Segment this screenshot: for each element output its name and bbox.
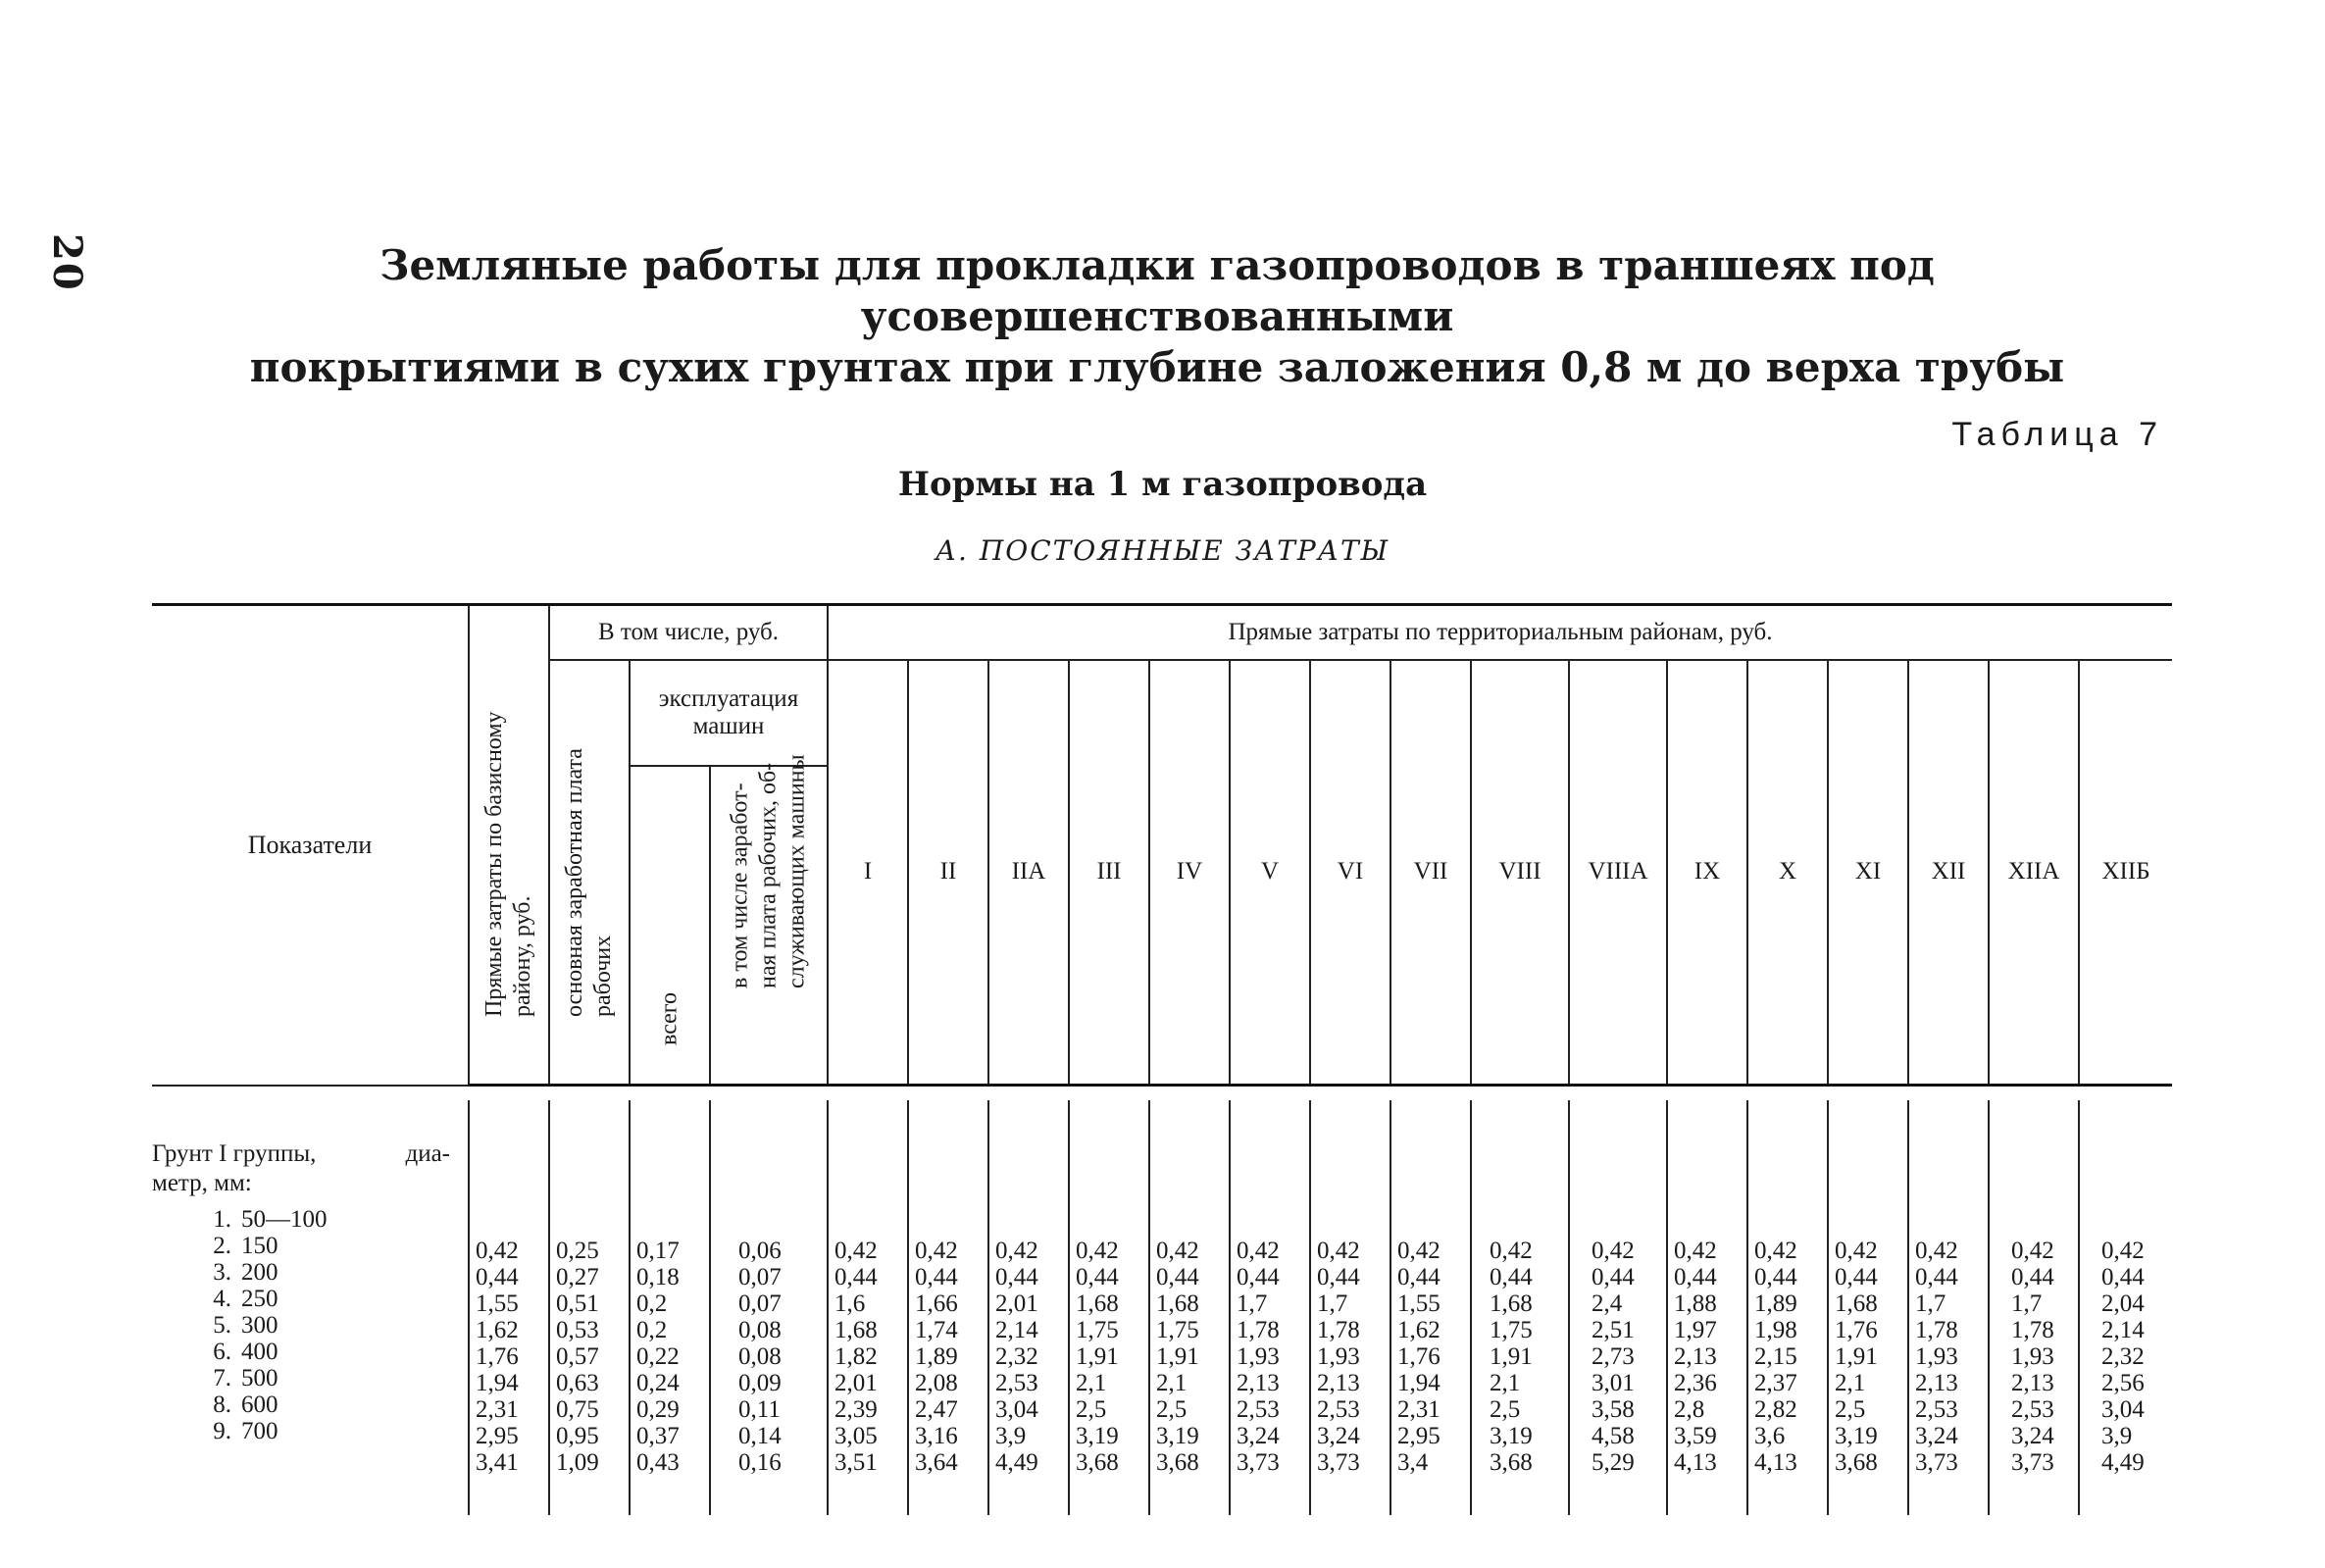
diameter-item [206, 1365, 468, 1391]
table-subtitle: Нормы на 1 м газопровода [897, 465, 1428, 504]
value-cell: 0,51 [556, 1290, 599, 1317]
value-cell: 0,63 [556, 1370, 599, 1396]
value-cell: 1,94 [476, 1370, 519, 1396]
value-cell: 3,19 [1156, 1423, 1199, 1449]
header-machines-wage: в том числе заработ- ная плата рабочих, об- служивающих машины [710, 766, 828, 1086]
value-cell: 3,24 [1237, 1423, 1280, 1449]
diameter-item-label: 50—100 [241, 1206, 328, 1233]
value-cell: 0,44 [1754, 1264, 1797, 1290]
value-cell: 3,68 [1490, 1449, 1533, 1476]
value-cell: 3,24 [1915, 1423, 1958, 1449]
value-cell: 2,56 [2101, 1370, 2145, 1396]
value-cell: 2,95 [1397, 1423, 1440, 1449]
value-cell: 3,68 [1835, 1449, 1878, 1476]
value-cell: 3,68 [1156, 1449, 1199, 1476]
value-cell: 0,27 [556, 1264, 599, 1290]
header-base-cost: Прямые затраты по базисному району, руб. [469, 605, 549, 1086]
value-cell: 1,62 [476, 1317, 519, 1343]
value-cell: 1,93 [2011, 1343, 2054, 1370]
header-region-XII: XII [1908, 660, 1989, 1086]
value-cell: 3,24 [1317, 1423, 1360, 1449]
header-region-VIIIA: VIIIA [1569, 660, 1667, 1086]
header-regional-costs: Прямые затраты по территориальным районам, руб. [828, 605, 2172, 660]
value-cell: 2,13 [1674, 1343, 1717, 1370]
value-cell: 0,44 [1237, 1264, 1280, 1290]
value-cell: 1,97 [1674, 1317, 1717, 1343]
value-cell: 2,32 [2101, 1343, 2145, 1370]
value-cell: 3,51 [834, 1449, 878, 1476]
value-cell: 2,4 [1592, 1290, 1623, 1317]
col-region-XIIB [2079, 1100, 2172, 1476]
document-title [147, 240, 2167, 393]
document-title-line-1: Земляные работы для прокладки газопроводов в траншеях под усовершенствованными [379, 241, 1935, 340]
diameter-item-label: 500 [241, 1365, 278, 1391]
value-cell: 1,91 [1835, 1343, 1878, 1370]
diameter-item [206, 1418, 468, 1444]
header-region-IX: IX [1667, 660, 1747, 1086]
diameter-item [206, 1286, 468, 1312]
value-cell: 0,44 [1490, 1264, 1533, 1290]
value-cell: 1,91 [1076, 1343, 1119, 1370]
value-cell: 0,22 [636, 1343, 680, 1370]
diameter-item-label: 600 [241, 1391, 278, 1418]
value-cell: 2,73 [1592, 1343, 1635, 1370]
header-machines-total: всего [630, 766, 710, 1086]
value-cell: 3,04 [995, 1396, 1038, 1423]
value-cell: 2,13 [1317, 1370, 1360, 1396]
value-cell: 0,44 [1915, 1264, 1958, 1290]
value-cell: 0,09 [738, 1370, 782, 1396]
value-cell: 4,13 [1754, 1449, 1797, 1476]
header-region-III: III [1069, 660, 1149, 1086]
value-cell: 1,88 [1674, 1290, 1717, 1317]
value-cell: 3,16 [915, 1423, 958, 1449]
header-region-II: II [908, 660, 988, 1086]
norms-table [152, 603, 2172, 1515]
value-cell: 0,44 [476, 1264, 519, 1290]
section-heading: А. ПОСТОЯННЫЕ ЗАТРАТЫ [935, 534, 1390, 567]
value-cell: 1,68 [1156, 1290, 1199, 1317]
value-cell: 2,15 [1754, 1343, 1797, 1370]
col-region-VI [1310, 1100, 1390, 1476]
value-cell: 3,19 [1490, 1423, 1533, 1449]
value-cell: 1,75 [1076, 1317, 1119, 1343]
value-cell: 1,76 [1397, 1343, 1440, 1370]
value-cell: 1,91 [1156, 1343, 1199, 1370]
diameter-list [152, 1198, 468, 1444]
value-cell: 1,94 [1397, 1370, 1440, 1396]
col-region-XIIA [1989, 1100, 2079, 1476]
value-cell: 1,68 [1835, 1290, 1878, 1317]
value-cell: 1,55 [476, 1290, 519, 1317]
value-cell: 1,62 [1397, 1317, 1440, 1343]
diameter-item-number: 8. [213, 1391, 231, 1418]
header-region-VIII: VIII [1471, 660, 1569, 1086]
value-cell: 0,06 [738, 1238, 782, 1264]
value-cell: 1,91 [1490, 1343, 1533, 1370]
value-cell: 0,08 [738, 1317, 782, 1343]
value-cell: 1,75 [1490, 1317, 1533, 1343]
value-cell: 3,05 [834, 1423, 878, 1449]
value-cell: 2,53 [1237, 1396, 1280, 1423]
value-cell: 0,43 [636, 1449, 680, 1476]
header-region-V: V [1230, 660, 1310, 1086]
value-cell: 0,44 [2011, 1264, 2054, 1290]
value-cell: 0,2 [636, 1290, 668, 1317]
value-cell: 1,68 [1490, 1290, 1533, 1317]
value-cell: 0,11 [738, 1396, 781, 1423]
value-cell: 0,95 [556, 1423, 599, 1449]
table-header [152, 605, 2172, 1086]
value-cell: 2,53 [2011, 1396, 2054, 1423]
header-region-X: X [1747, 660, 1828, 1086]
col-region-VII [1390, 1100, 1471, 1476]
value-cell: 2,37 [1754, 1370, 1797, 1396]
value-cell: 0,29 [636, 1396, 680, 1423]
col-region-X [1747, 1100, 1828, 1476]
diameter-item-label: 700 [241, 1418, 278, 1444]
value-cell: 0,42 [834, 1238, 878, 1264]
value-cell: 1,98 [1754, 1317, 1797, 1343]
value-cell: 0,42 [915, 1238, 958, 1264]
value-cell: 0,44 [834, 1264, 878, 1290]
col-region-IX [1667, 1100, 1747, 1476]
header-region-XIIB: XIIБ [2079, 660, 2172, 1086]
value-cell: 2,5 [1835, 1396, 1866, 1423]
value-cell: 0,42 [1237, 1238, 1280, 1264]
header-machine-operation: эксплуатация машин [630, 660, 828, 766]
value-cell: 0,42 [1915, 1238, 1958, 1264]
value-cell: 0,2 [636, 1317, 668, 1343]
norms-table-wrapper [152, 603, 2172, 1515]
value-cell: 1,7 [1237, 1290, 1268, 1317]
document-title-line-2: покрытиями в сухих грунтах при глубине заложения 0,8 м до верха трубы [249, 343, 2065, 391]
value-cell: 0,08 [738, 1343, 782, 1370]
value-cell: 0,42 [1317, 1238, 1360, 1264]
col-region-XI [1828, 1100, 1908, 1476]
value-cell: 4,58 [1592, 1423, 1635, 1449]
value-cell: 3,73 [1915, 1449, 1958, 1476]
value-cell: 2,1 [1156, 1370, 1188, 1396]
header-basic-wage: основная заработная плата рабочих [549, 660, 630, 1086]
value-cell: 1,74 [915, 1317, 958, 1343]
value-cell: 3,9 [2101, 1423, 2133, 1449]
value-cell: 1,89 [915, 1343, 958, 1370]
value-cell: 1,55 [1397, 1290, 1440, 1317]
diameter-item [206, 1206, 468, 1233]
value-cell: 1,76 [476, 1343, 519, 1370]
value-cell: 3,73 [1237, 1449, 1280, 1476]
col-region-III [1069, 1100, 1149, 1476]
value-cell: 3,4 [1397, 1449, 1429, 1476]
table-number: Таблица 7 [1951, 416, 2163, 453]
value-cell: 2,5З [995, 1370, 1038, 1396]
diameter-item-label: 250 [241, 1286, 278, 1312]
value-cell: 2,1 [1835, 1370, 1866, 1396]
value-cell: 2,08 [915, 1370, 958, 1396]
value-cell: 0,42 [2011, 1238, 2054, 1264]
value-cell: 2,82 [1754, 1396, 1797, 1423]
value-cell: 0,44 [995, 1264, 1038, 1290]
header-region-XI: XI [1828, 660, 1908, 1086]
diameter-item-number: 1. [213, 1206, 231, 1233]
value-cell: 3,73 [1317, 1449, 1360, 1476]
value-cell: 1,93 [1317, 1343, 1360, 1370]
value-cell: 2,1 [1076, 1370, 1107, 1396]
value-cell: 0,07 [738, 1290, 782, 1317]
value-cell: 0,42 [1592, 1238, 1635, 1264]
diameter-item-number: 7. [213, 1365, 231, 1391]
header-including: В том числе, руб. [549, 605, 828, 660]
header-region-IIA: IIA [988, 660, 1069, 1086]
value-cell: 0,42 [1754, 1238, 1797, 1264]
value-cell: 0,44 [1076, 1264, 1119, 1290]
value-cell: 0,17 [636, 1238, 680, 1264]
value-cell: 0,42 [1490, 1238, 1533, 1264]
col-region-XII [1908, 1100, 1989, 1476]
value-cell: 1,78 [1915, 1317, 1958, 1343]
value-cell: 2,51 [1592, 1317, 1635, 1343]
value-cell: 4,13 [1674, 1449, 1717, 1476]
value-cell: 0,53 [556, 1317, 599, 1343]
value-cell: 3,59 [1674, 1423, 1717, 1449]
value-cell: 0,07 [738, 1264, 782, 1290]
diameter-item [206, 1312, 468, 1339]
value-cell: 5,29 [1592, 1449, 1635, 1476]
header-indicators: Показатели [152, 605, 469, 1086]
value-cell: 0,42 [1156, 1238, 1199, 1264]
value-cell: 0,44 [1317, 1264, 1360, 1290]
value-cell: 3,19 [1835, 1423, 1878, 1449]
col-region-IIA [988, 1100, 1069, 1476]
col-region-I [828, 1100, 908, 1476]
diameter-item-label: 300 [241, 1312, 278, 1339]
value-cell: 0,44 [2101, 1264, 2145, 1290]
value-cell: 0,42 [1397, 1238, 1440, 1264]
value-cell: 1,82 [834, 1343, 878, 1370]
value-cell: 0,44 [1835, 1264, 1878, 1290]
value-cell: 0,75 [556, 1396, 599, 1423]
value-cell: 3,24 [2011, 1423, 2054, 1449]
value-cell: 0,42 [995, 1238, 1038, 1264]
diameter-item-label: 200 [241, 1259, 278, 1286]
diameter-item-number: 4. [213, 1286, 231, 1312]
value-cell: 1,78 [1317, 1317, 1360, 1343]
value-cell: 2,14 [2101, 1317, 2145, 1343]
value-cell: 1,93 [1915, 1343, 1958, 1370]
value-cell: 1,78 [1237, 1317, 1280, 1343]
value-cell: 2,31 [476, 1396, 519, 1423]
col-region-VIIIA [1569, 1100, 1667, 1476]
value-cell: 1,78 [2011, 1317, 2054, 1343]
value-cell: 3,73 [2011, 1449, 2054, 1476]
value-cell: 3,9 [995, 1423, 1027, 1449]
col-region-IV [1149, 1100, 1230, 1476]
value-cell: 0,44 [1592, 1264, 1635, 1290]
diameter-item-number: 2. [213, 1233, 231, 1259]
value-cell: 3,64 [915, 1449, 958, 1476]
value-cell: 2,13 [2011, 1370, 2054, 1396]
value-cell: 0,37 [636, 1423, 680, 1449]
diameter-item-label: 150 [241, 1233, 278, 1259]
value-cell: 0,42 [1674, 1238, 1717, 1264]
value-cell: 1,89 [1754, 1290, 1797, 1317]
value-cell: 0,44 [1397, 1264, 1440, 1290]
value-cell: 0,57 [556, 1343, 599, 1370]
value-cell: 2,31 [1397, 1396, 1440, 1423]
value-cell: 1,6 [834, 1290, 866, 1317]
value-cell: 2,53 [1915, 1396, 1958, 1423]
col-region-II [908, 1100, 988, 1476]
value-cell: 2,8 [1674, 1396, 1705, 1423]
diameter-item-number: 6. [213, 1339, 231, 1365]
value-cell: 3,01 [1592, 1370, 1635, 1396]
value-cell: 0,44 [915, 1264, 958, 1290]
page-number: 20 [44, 233, 90, 292]
value-cell: 1,66 [915, 1290, 958, 1317]
value-cell: 1,93 [1237, 1343, 1280, 1370]
value-cell: 0,44 [1674, 1264, 1717, 1290]
value-cell: 0,44 [1156, 1264, 1199, 1290]
value-cell: 3,68 [1076, 1449, 1119, 1476]
diameter-item [206, 1339, 468, 1365]
value-cell: 1,68 [834, 1317, 878, 1343]
value-cell: 0,42 [476, 1238, 519, 1264]
ground-group-label: Грунт I группы, диа- метр, мм: [152, 1140, 450, 1196]
value-cell: 1,7 [2011, 1290, 2043, 1317]
value-cell: 0,25 [556, 1238, 599, 1264]
value-cell: 2,04 [2101, 1290, 2145, 1317]
value-cell: 1,7 [1915, 1290, 1946, 1317]
value-cell: 3,41 [476, 1449, 519, 1476]
col-base-cost [469, 1100, 549, 1476]
value-cell: 0,42 [1076, 1238, 1119, 1264]
row-labels-cell [152, 1100, 469, 1476]
value-cell: 2,47 [915, 1396, 958, 1423]
value-cell: 2,14 [995, 1317, 1038, 1343]
header-region-I: I [828, 660, 908, 1086]
value-cell: 2,32 [995, 1343, 1038, 1370]
value-cell: 0,24 [636, 1370, 680, 1396]
col-machines-total [630, 1100, 710, 1476]
value-cell: 0,42 [2101, 1238, 2145, 1264]
value-cell: 1,09 [556, 1449, 599, 1476]
header-region-VII: VII [1390, 660, 1471, 1086]
value-cell: 4,49 [995, 1449, 1038, 1476]
header-region-XIIA: XIIA [1989, 660, 2079, 1086]
diameter-item-number: 9. [213, 1418, 231, 1444]
value-cell: 0,42 [1835, 1238, 1878, 1264]
diameter-item-number: 3. [213, 1259, 231, 1286]
value-cell: 3,19 [1076, 1423, 1119, 1449]
diameter-item [206, 1259, 468, 1286]
value-cell: 2,5 [1490, 1396, 1521, 1423]
value-cell: 1,7 [1317, 1290, 1348, 1317]
col-basic-wage [549, 1100, 630, 1476]
value-cell: 2,1 [1490, 1370, 1521, 1396]
value-cell: 0,16 [738, 1449, 782, 1476]
value-cell: 2,95 [476, 1423, 519, 1449]
diameter-item [206, 1233, 468, 1259]
diameter-item-number: 5. [213, 1312, 231, 1339]
diameter-item-label: 400 [241, 1339, 278, 1365]
value-cell: 3,58 [1592, 1396, 1635, 1423]
value-cell: 4,49 [2101, 1449, 2145, 1476]
value-cell: 0,14 [738, 1423, 782, 1449]
value-cell: 2,13 [1915, 1370, 1958, 1396]
value-cell: 3,04 [2101, 1396, 2145, 1423]
col-machines-wage [710, 1100, 828, 1476]
value-cell: 2,01 [995, 1290, 1038, 1317]
value-cell: 3,6 [1754, 1423, 1786, 1449]
col-region-VIII [1471, 1100, 1569, 1476]
value-cell: 2,39 [834, 1396, 878, 1423]
header-region-VI: VI [1310, 660, 1390, 1086]
value-cell: 2,13 [1237, 1370, 1280, 1396]
value-cell: 2,5 [1156, 1396, 1188, 1423]
value-cell: 1,75 [1156, 1317, 1199, 1343]
value-cell: 1,76 [1835, 1317, 1878, 1343]
value-cell: 2,5 [1076, 1396, 1107, 1423]
value-cell: 0,18 [636, 1264, 680, 1290]
value-cell: 2,01 [834, 1370, 878, 1396]
col-region-V [1230, 1100, 1310, 1476]
value-cell: 1,68 [1076, 1290, 1119, 1317]
diameter-item [206, 1391, 468, 1418]
value-cell: 2,53 [1317, 1396, 1360, 1423]
header-region-IV: IV [1149, 660, 1230, 1086]
table-body [152, 1086, 2172, 1516]
value-cell: 2,36 [1674, 1370, 1717, 1396]
